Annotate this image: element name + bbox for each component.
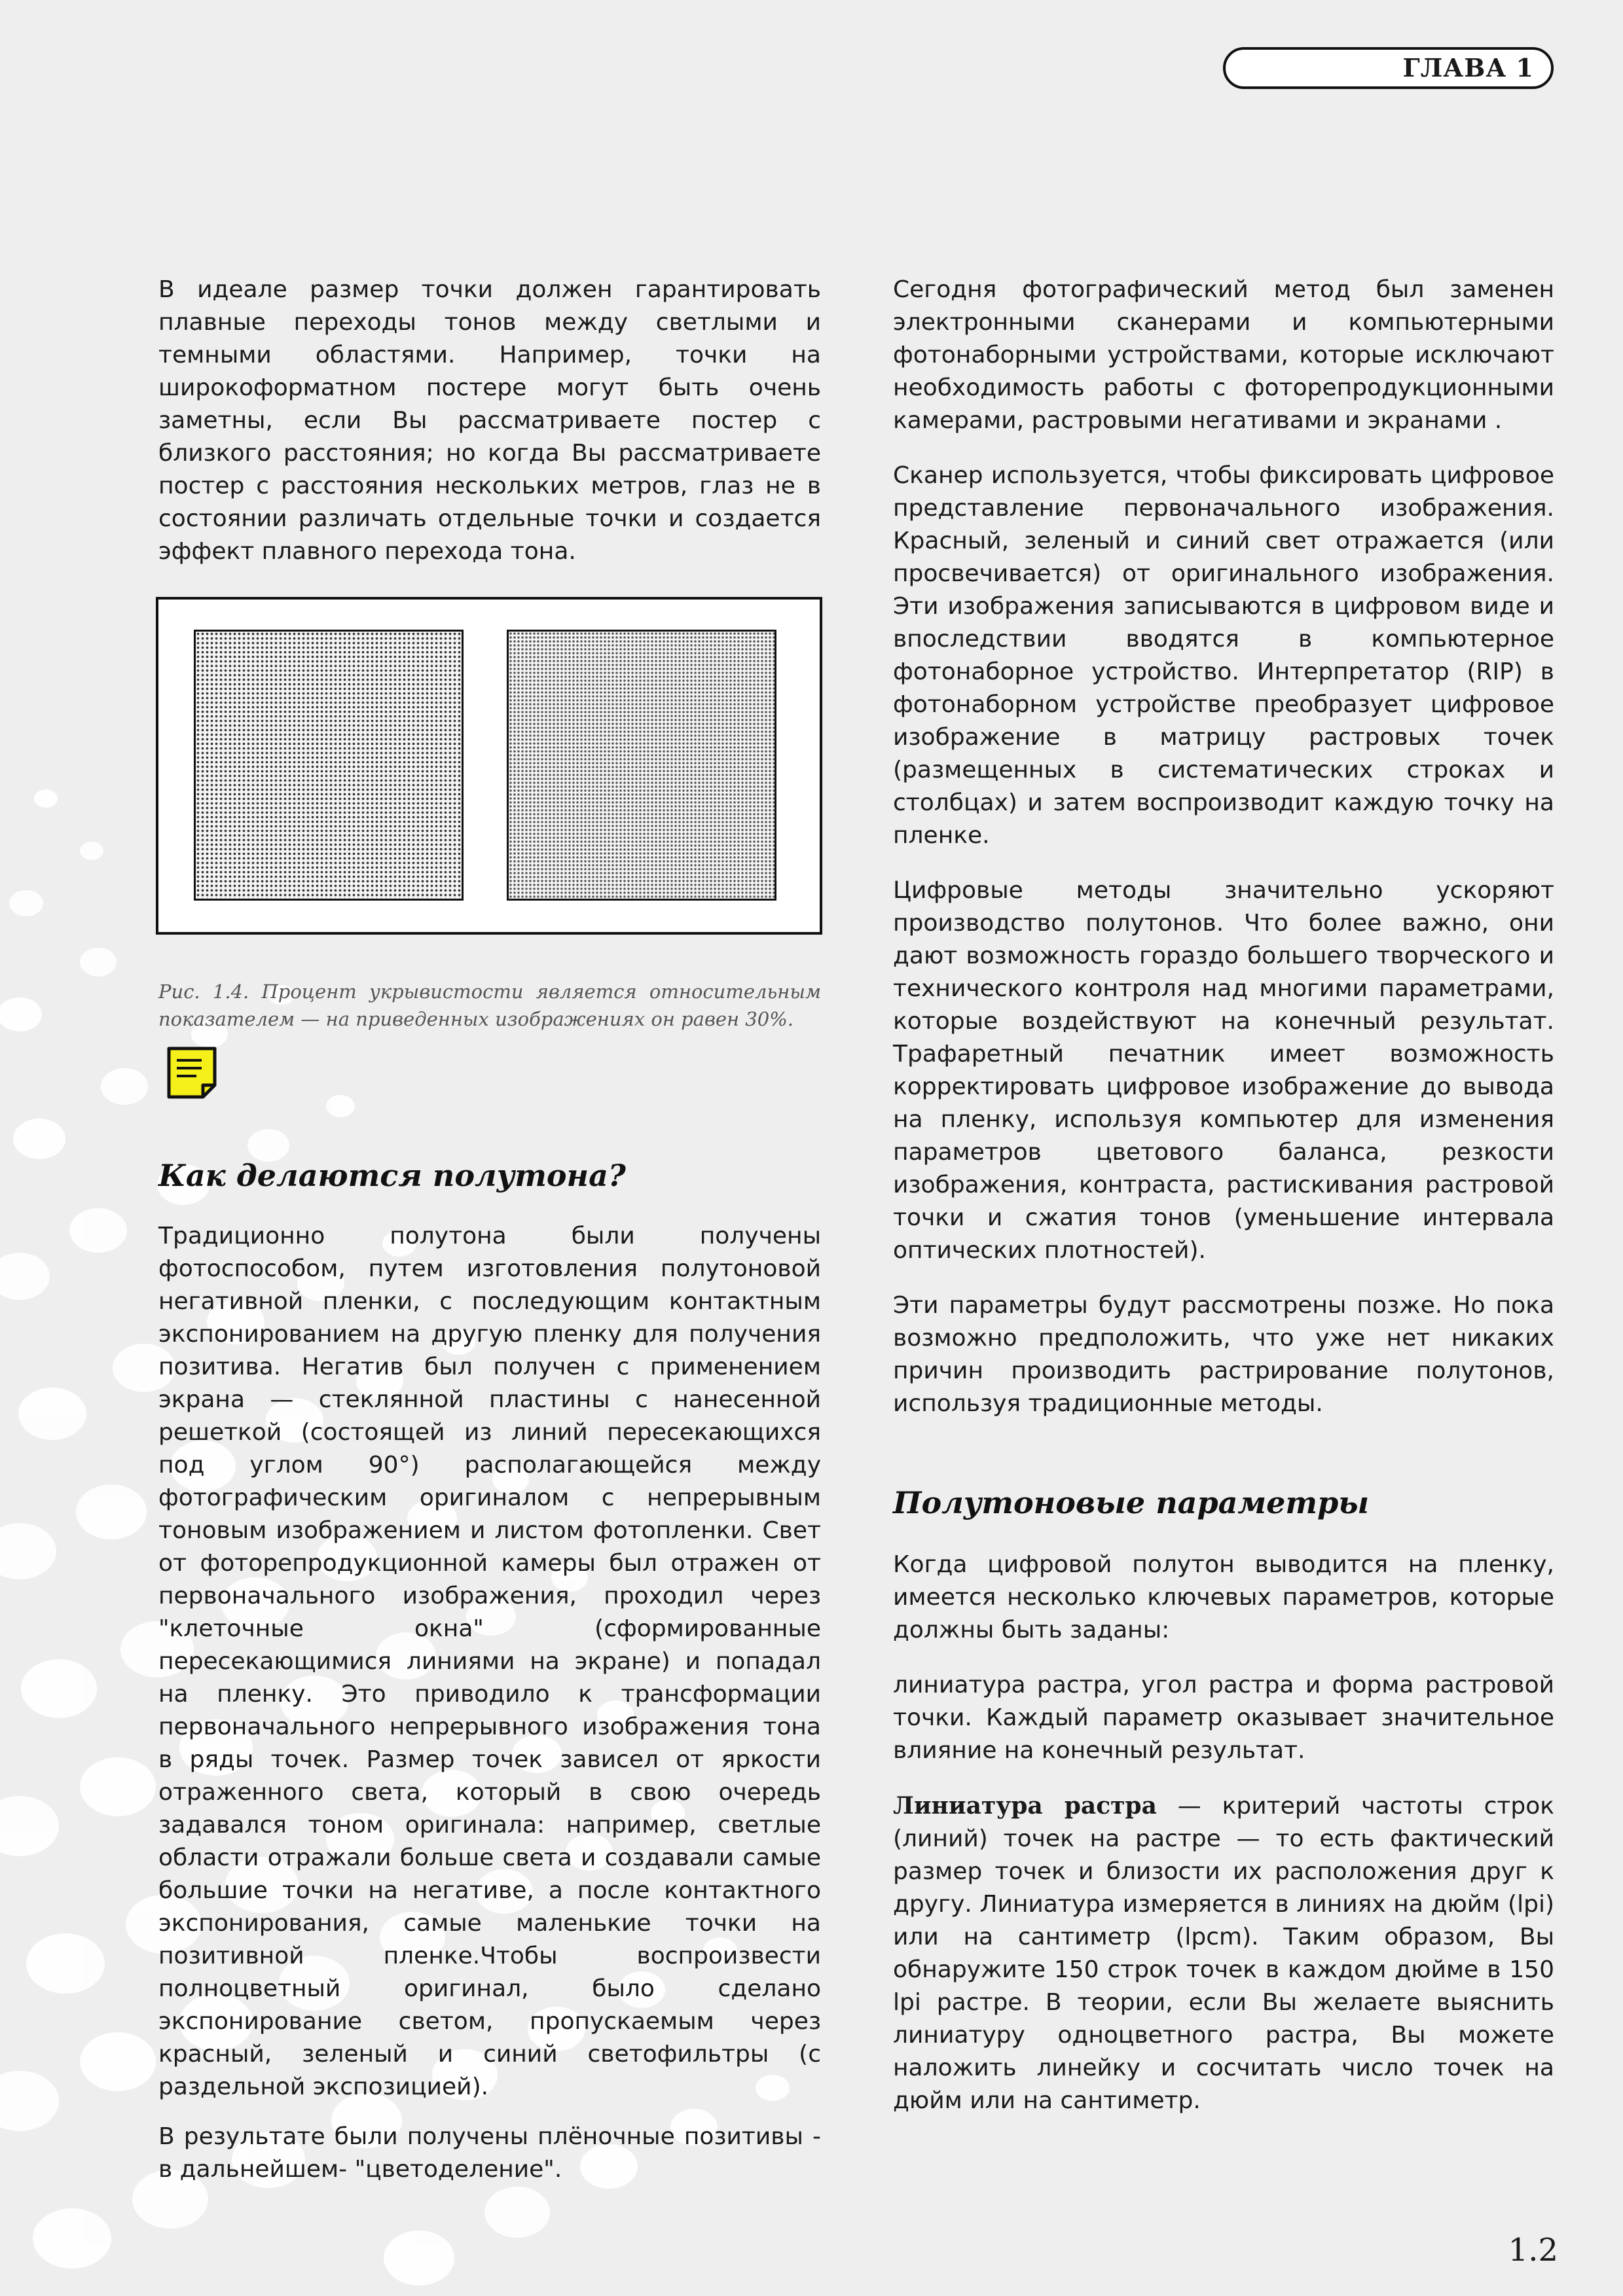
note-page-icon [165, 1045, 219, 1101]
term-screen-ruling: Линиатура растра [893, 1792, 1157, 1820]
figure-halftone-examples [156, 597, 822, 935]
right-paragraph-3: Цифровые методы значительно ускоряют производство полутонов. Что более важно, они дают возможность гораздо большего творческого и технического контроля над многими параметрами, которые воздействуют на конечный результат. Трафаретный печатник имеет возможность корректировать цифровое изображение до вывода на пленку, используя компьютер для изменения параметров цветового баланса, резкости изображения, контраста, растискивания растровой точки и сжатия тонов (уменьшение интервала оптических плотностей). [893, 877, 1554, 1264]
right-paragraph-5: Когда цифровой полутон выводится на пленку, имеется несколько ключевых параметров, которые должны быть заданы: [893, 1551, 1554, 1643]
halftone-sample-fine [507, 630, 776, 901]
section-title-how-halftones: Как делаются полутона? [158, 1158, 626, 1193]
section-halftone-parameters [893, 1483, 1554, 1522]
chapter-label: ГЛАВА 1 [1223, 47, 1554, 89]
section-how-halftones-made [158, 1156, 821, 1195]
section-title-halftone-parameters: Полутоновые параметры [893, 1485, 1370, 1520]
screen-ruling-definition: — критерий частоты строк (линий) точек на растре — то есть фактический размер точек и близости их расположения друг к другу. Линиатура измеряется в линиях на дюйм (lpi) или на сантиметр (lpcm). Таким образом, Вы обнаружите 150 строк точек в каждом дюйме в 150 lpi растре. В теории, если Вы желаете выяснить линиатуру одноцветного растра, Вы можете наложить линейку и сосчитать число точек на дюйм или на сантиметр. [893, 1793, 1554, 2114]
page-number: 1.2 [1508, 2232, 1558, 2269]
right-paragraph-2: Сканер используется, чтобы фиксировать цифровое представление первоначального изображения. Красный, зеленый и синий свет отражается (или просвечивается) от оригинального изображения. Эти изображения записываются в цифровом виде и впоследствии вводятся в компьютерное фотонаборное устройство. Интерпретатор (RIP) в фотонаборном устройстве преобразует цифровое изображение в матрицу растровых точек (размещенных в систематических строках и столбцах) и затем воспроизводит каждую точку на пленке. [893, 462, 1554, 849]
halftone-sample-coarse [194, 630, 464, 901]
section2-body [893, 1549, 1554, 2117]
right-paragraph-1: Сегодня фотографический метод был заменен электронными сканерами и компьютерными фотонаборными устройствами, которые исключают необходимость работы с фоторепродукционными камерами, растровыми негативами и экранами . [893, 276, 1554, 434]
right-column-block-1 [893, 274, 1554, 1420]
right-paragraph-6: линиатура растра, угол растра и форма растровой точки. Каждый параметр оказывает значительное влияние на конечный результат. [893, 1672, 1554, 1764]
right-paragraph-7 [893, 1789, 1554, 2117]
section1-paragraph-1: Традиционно полутона были получены фотоспособом, путем изготовления полутоновой негативной пленки, с последующим контактным экспонированием на другую пленку для получения позитива. Негатив был получен с применением экрана — стеклянной пластины с нанесенной решеткой (состоящей из линий пересекающихся под углом 90°) располагающейся между фотографическим оригиналом с непрерывным тоновым изображением и листом фотопленки. Свет от фоторепродукционной камеры был отражен от первоначального изображения, проходил через "клеточные окна" (сформированные пересекающимися линиями на экране) и попадал на пленку. Это приводило к трансформации первоначального непрерывного изображения тона в ряды точек. Размер точек зависел от яркости отраженного света, который в свою очередь задавался тоном оригинала: например, светлые области отражали больше света и создавали самые большие точки на негативе, а после контактного экспонирования, самые маленькие точки на позитивной пленке.Чтобы воспроизвести полноцветный оригинал, было сделано экспонирование светом, пропускаемым через красный, зеленый и синий светофильтры (с раздельной экспозицией). [158, 1223, 821, 2100]
right-paragraph-4: Эти параметры будут рассмотрены позже. Но пока возможно предположить, что уже нет никаких причин производить растрирование полутонов, используя традиционные методы. [893, 1292, 1554, 1417]
intro-paragraph: В идеале размер точки должен гарантировать плавные переходы тонов между светлыми и темными областями. Например, точки на широкоформатном постере могут быть очень заметны, если Вы рассматриваете постер с близкого расстояния; но когда Вы рассматриваете постер с расстояния нескольких метров, глаз не в состоянии различать отдельные точки и создается эффект плавного перехода тона. [158, 276, 821, 565]
section1-paragraph-2: В результате были получены плёночные позитивы - в дальнейшем- "цветоделение". [158, 2123, 821, 2183]
left-intro-block [158, 274, 821, 568]
section1-body [158, 1220, 821, 2186]
figure-caption: Рис. 1.4. Процент укрывистости является относительным показателем — на приведенных изображениях он равен 30%. [158, 980, 821, 1030]
